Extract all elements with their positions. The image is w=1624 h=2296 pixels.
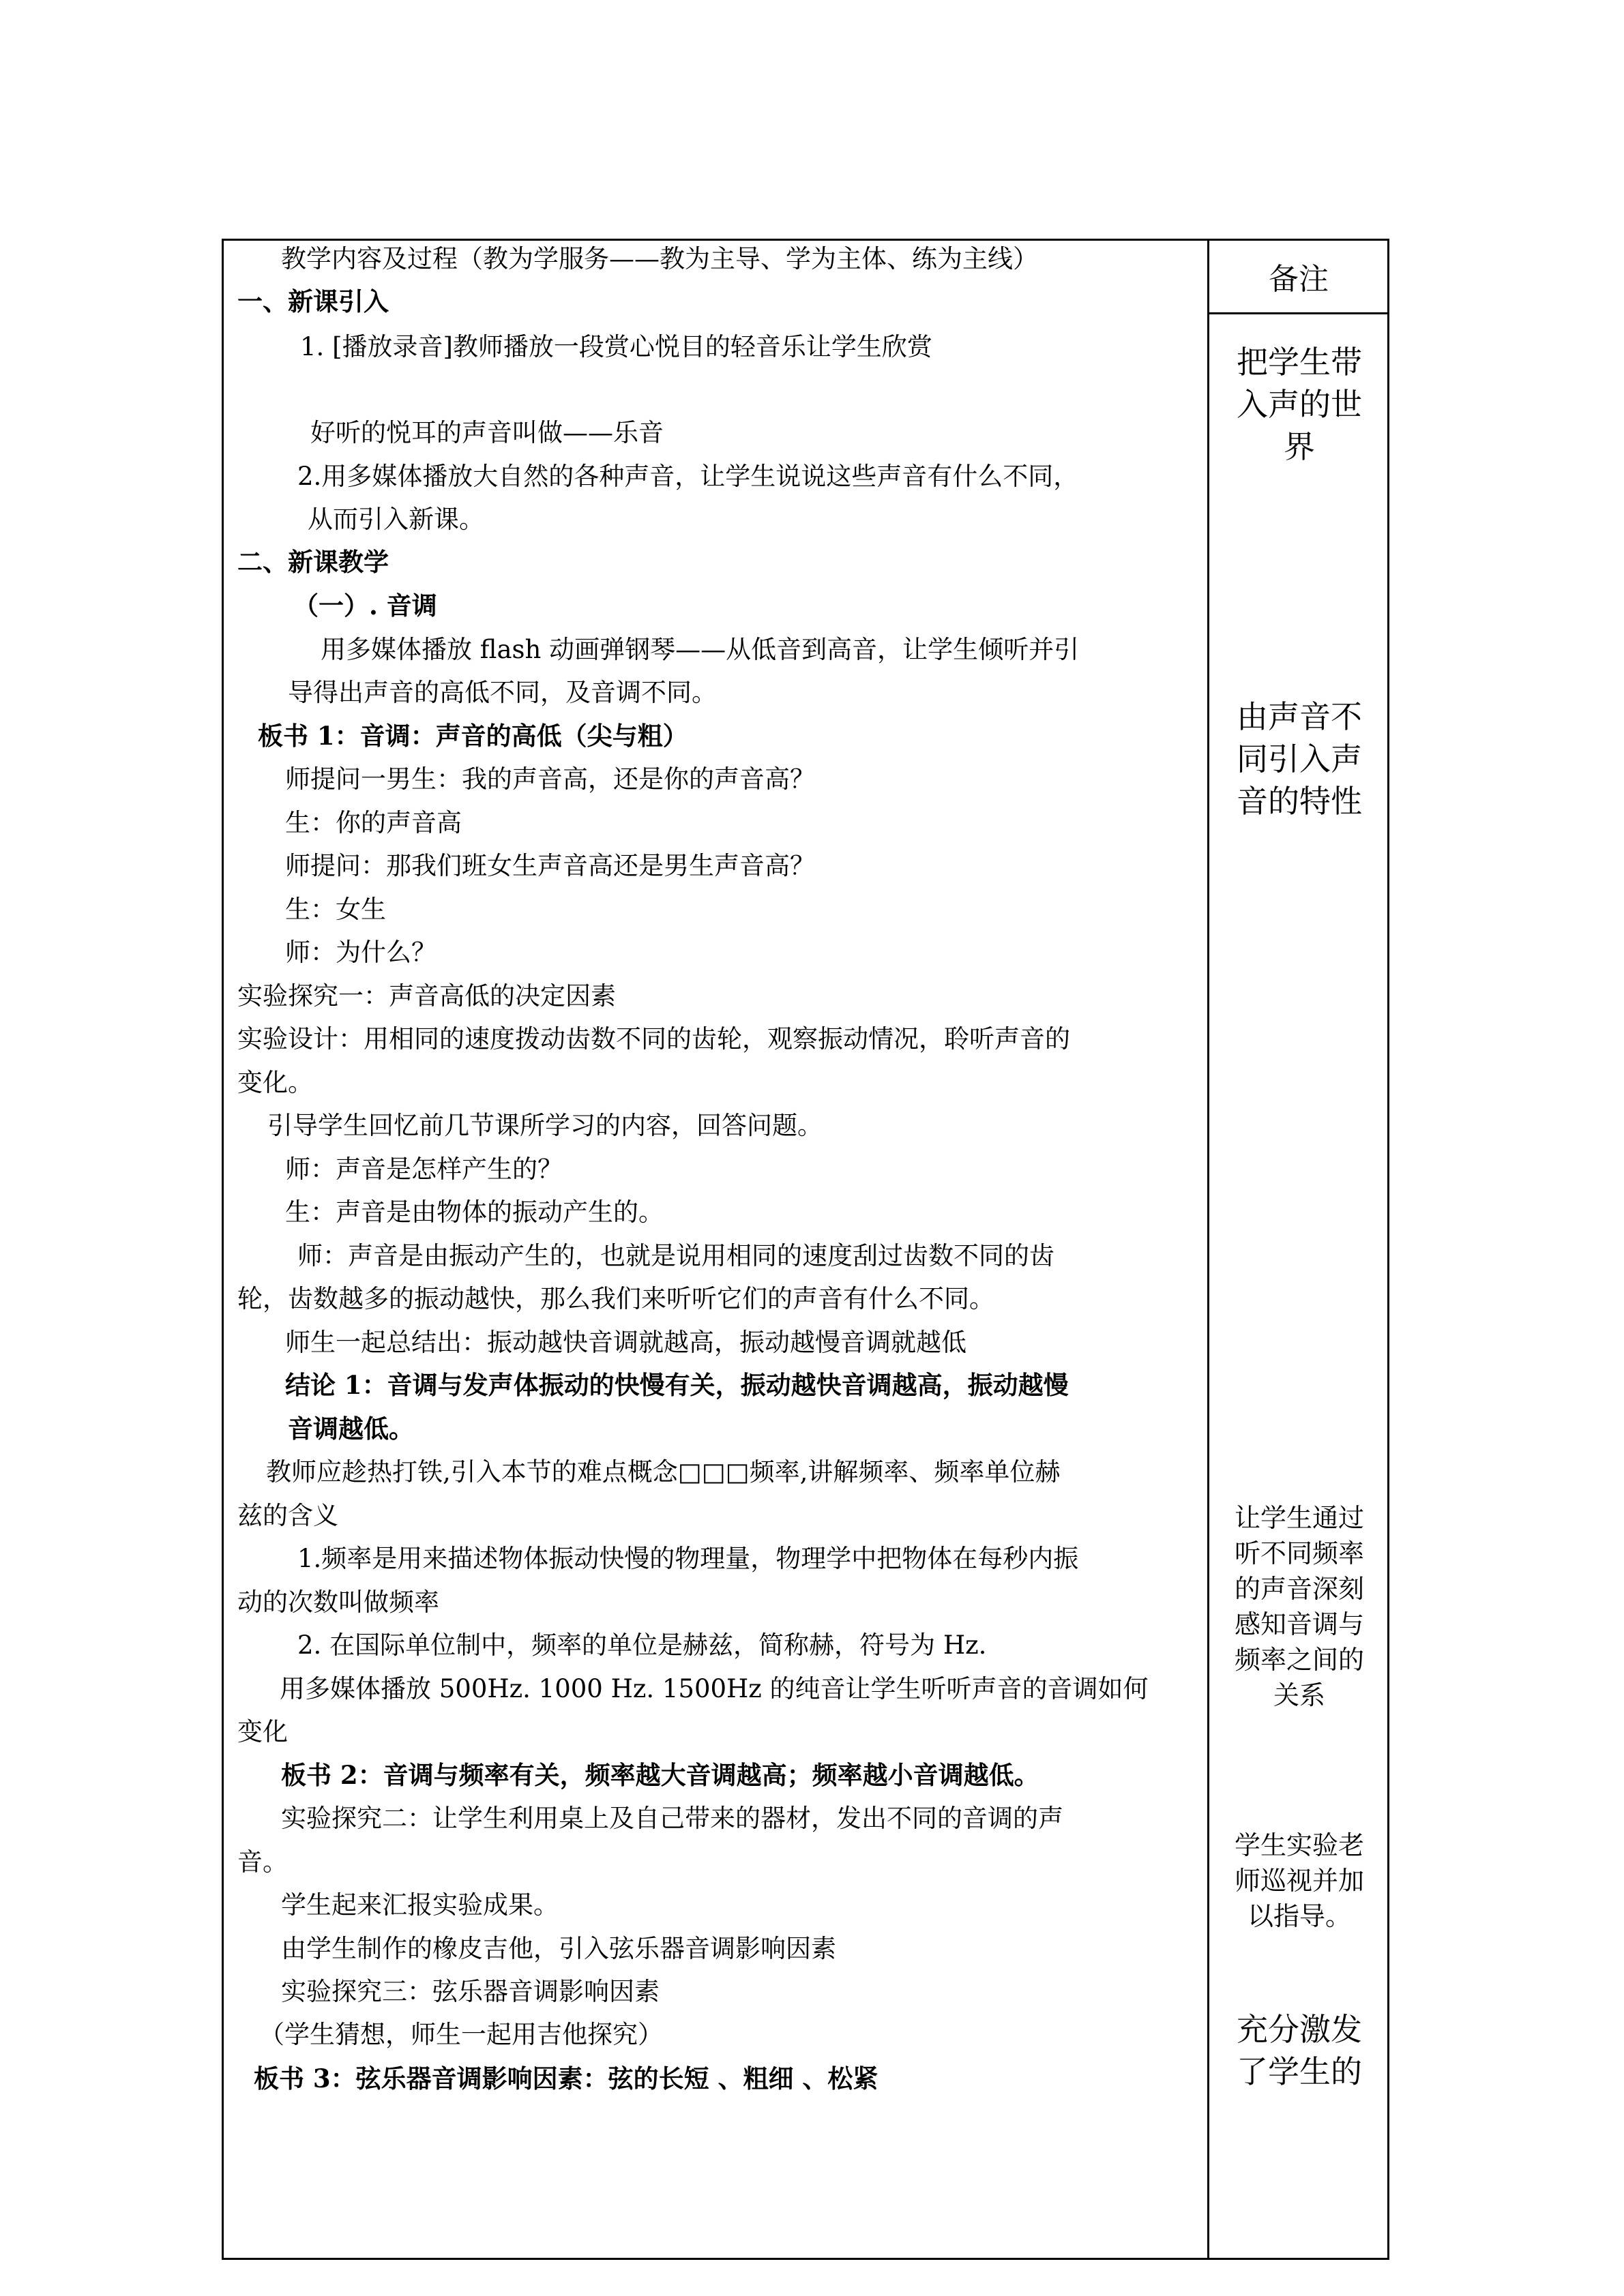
content-line: 实验设计：用相同的速度拨动齿数不同的齿轮，观察振动情况，聆听声音的 — [237, 1024, 1070, 1054]
content-line: 师提问一男生：我的声音高，还是你的声音高？ — [285, 764, 815, 794]
content-line: 轮，齿数越多的振动越快，那么我们来听听它们的声音有什么不同。 — [237, 1284, 994, 1313]
content-line: 教学内容及过程（教为学服务——教为主导、学为主体、练为主线） — [281, 244, 1038, 273]
content-line: 2. 在国际单位制中，频率的单位是赫兹，简称赫，符号为 Hz. — [297, 1630, 987, 1660]
content-line: 师：声音是由振动产生的，也就是说用相同的速度刮过齿数不同的齿 — [297, 1241, 1054, 1270]
content-line: 由学生制作的橡皮吉他，引入弦乐器音调影响因素 — [281, 1934, 836, 1963]
content-line: 2.用多媒体播放大自然的各种声音，让学生说说这些声音有什么不同， — [297, 462, 1079, 491]
content-line: 一、新课引入 — [237, 286, 389, 316]
content-line: 师生一起总结出：振动越快音调就越高，振动越慢音调就越低 — [285, 1328, 966, 1357]
content-line: 师：声音是怎样产生的？ — [285, 1154, 563, 1184]
content-line: 实验探究三：弦乐器音调影响因素 — [281, 1977, 660, 2006]
content-line: 导得出声音的高低不同，及音调不同。 — [288, 678, 717, 707]
content-line: 板书 3：弦乐器音调影响因素：弦的长短 、粗细 、松紧 — [254, 2063, 879, 2093]
content-line: 实验探究一：声音高低的决定因素 — [237, 981, 616, 1011]
remark-note: 让学生通过 听不同频率 的声音深刻 感知音调与 频率之间的 关系 — [1234, 1503, 1364, 1710]
content-line: 生：你的声音高 — [285, 808, 462, 837]
content-line: 师：为什么？ — [285, 938, 437, 967]
content-line: 1. [播放录音]教师播放一段赏心悦目的轻音乐让学生欣赏 — [300, 332, 932, 361]
content-line: 变化。 — [237, 1068, 313, 1097]
content-line: 实验探究二：让学生利用桌上及自己带来的器材，发出不同的音调的声 — [281, 1804, 1063, 1833]
content-line: 学生起来汇报实验成果。 — [281, 1890, 559, 1920]
content-line: 引导学生回忆前几节课所学习的内容，回答问题。 — [267, 1111, 823, 1140]
content-line: 板书 1：音调：声音的高低（尖与粗） — [258, 721, 688, 751]
content-line: 兹的含义 — [237, 1501, 338, 1530]
column-divider — [1207, 239, 1209, 2260]
content-line: 音调越低。 — [288, 1414, 414, 1444]
content-line: 变化 — [237, 1717, 288, 1746]
content-line: 用多媒体播放 flash 动画弹钢琴——从低音到高音，让学生倾听并引 — [321, 635, 1080, 664]
content-line: 结论 1：音调与发声体振动的快慢有关，振动越快音调越高，振动越慢 — [285, 1370, 1069, 1400]
content-line: 好听的悦耳的声音叫做——乐音 — [310, 418, 664, 447]
content-line: （一）. 音调 — [293, 591, 437, 621]
content-line: 二、新课教学 — [237, 547, 389, 577]
content-line: 教师应趁热打铁,引入本节的难点概念□□□频率,讲解频率、频率单位赫 — [266, 1457, 1061, 1487]
content-line: （学生猜想，师生一起用吉他探究） — [259, 2020, 663, 2049]
remark-note: 充分激发 了学生的 — [1237, 2011, 1362, 2090]
content-line: 从而引入新课。 — [308, 505, 484, 534]
remark-column-header: 备注 — [1269, 262, 1329, 297]
remark-note: 由声音不 同引入声 音的特性 — [1237, 698, 1362, 820]
content-line: 用多媒体播放 500Hz. 1000 Hz. 1500Hz 的纯音让学生听听声音的音调如何 — [280, 1674, 1149, 1703]
content-line: 动的次数叫做频率 — [237, 1587, 439, 1617]
content-line: 师提问：那我们班女生声音高还是男生声音高？ — [285, 851, 815, 880]
remark-note: 学生实验老 师巡视并加 以指导。 — [1234, 1830, 1364, 1931]
content-line: 生：声音是由物体的振动产生的。 — [285, 1197, 664, 1227]
content-line: 音。 — [237, 1847, 288, 1877]
content-line: 板书 2：音调与频率有关，频率越大音调越高；频率越小音调越低。 — [281, 1760, 1039, 1790]
header-divider — [1209, 312, 1389, 314]
content-line: 生：女生 — [285, 895, 386, 924]
remark-note: 把学生带 入声的世 界 — [1237, 344, 1362, 465]
content-line: 1.频率是用来描述物体振动快慢的物理量，物理学中把物体在每秒内振 — [297, 1544, 1079, 1573]
